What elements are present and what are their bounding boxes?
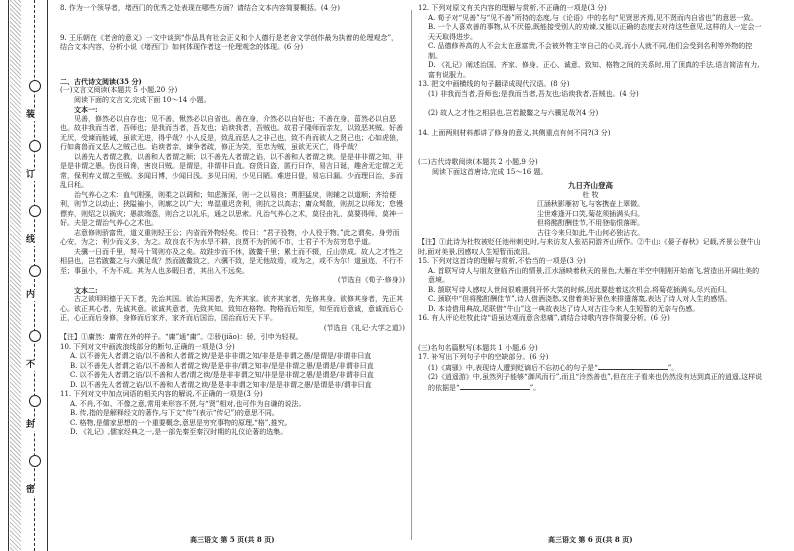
fill-blank-prompt: (2)《逍遥游》中,虽然列子能够“御风而行”,而且“泠然善也”,但在庄子看来也仍然没有达到真正的逍遥,这样说的依据是“ — [428, 373, 763, 392]
option: B. 传,指的是解释经文的著作,与下文“传”(表示“传记”)的意思不同。 — [70, 409, 279, 417]
passage-paragraph: 治气养心之术：血气刚强，则柔之以调和；知虑渐深，则一之以易良；勇胆猛戾，则辅之以道顺；齐给便利，则节之以动止；狭隘褊小，则廓之以广大；卑湿重迟贪利，则抗之以高志；庸众驽散，则刦之以师友；怠慢僄弃，则炤之以祸灾；愚款端悫，则合之以礼乐，通之以思索。凡治气养心之术，莫径由礼，莫要得师，莫神一好。夫是之谓治气养心之术也。 — [60, 190, 403, 227]
margin-label: 订 — [26, 170, 36, 180]
binding-hole-icon — [29, 205, 41, 217]
margin-label: 不 — [26, 360, 36, 370]
subsection-title: (一)文言文阅读(本题共 5 小题,20 分) — [60, 86, 178, 94]
page-divider — [411, 10, 412, 540]
margin-label: 线 — [26, 235, 36, 245]
option: B. 一个人喜欢善的事物,从不厌倦,既能接受别人的劝谏,又能以正确的态度去对待这些意见,这样的人一定会一天天取得进步。 — [428, 23, 762, 41]
binding-hole-icon — [29, 265, 41, 277]
answer-blank[interactable] — [460, 383, 530, 390]
reading-instruction: 阅读下面这首唐诗,完成 15～16 题。 — [432, 167, 548, 176]
option: B. 颔联写诗人感叹人世间很难遇到开怀大笑的时候,因此要趁着这次机会,将菊花插满头,尽兴而归。 — [428, 285, 732, 294]
question-11: 11. 下列对文中加点词语的相关内容的解说,不正确的一项是(3 分) — [60, 390, 263, 398]
reading-instruction: 阅读下面的文言文,完成下面 10～14 小题。 — [74, 95, 211, 104]
question-9: 9. 王乐朝在《老舍的意义》一文中谈到“作品具有社会正义和个人德行是老舍文学创作最为执着的伦理观念”，结合文本内容，分析小说《堵西门》如何体现作者这一伦理观念的体现。(6 分) — [60, 33, 399, 51]
option: A. 荀子对“见善”与“见不善”所持的态度,与《论语》中的名句“见贤思齐焉,见不贤而内自省也”的意思一致。 — [428, 13, 758, 22]
question-12: 12. 下列对原文有关内容的理解与赏析,不正确的一项是(3 分) — [418, 4, 607, 12]
poem-line: 江涵秋影雁初飞,与客携壶上翠微。 — [536, 200, 645, 208]
binding-hole-icon — [29, 395, 41, 407]
annotation-note: 【注】①庸然：庸常在外的样子。“庸”通“庸”。②骄(jiāo)：骄，引申为轻视。 — [60, 333, 303, 341]
option: C. 格物,是儒家思想的一个重要概念,意思是穷究事物的原理,“格”,推究。 — [70, 418, 292, 427]
binding-hole-icon — [29, 140, 41, 152]
margin-label: 密 — [26, 485, 36, 495]
option: D. 本诗借用典故,尾联借“牛山”这一典故表达了诗人对古往今来人生短暂的无奈与伤感。 — [428, 304, 700, 313]
page-5 — [60, 4, 405, 438]
annotation-note: 【注】①此诗为杜牧被贬任池州刺史时,与来访友人张祜同游齐山所作。②牛山:《晏子春秋》记载,齐景公登牛山时,面对美景,因感叹人生短暂而流泪。 — [418, 238, 761, 256]
poem-line: 尘世难逢开口笑,菊花须插满头归。 — [536, 209, 645, 218]
binding-margin — [8, 0, 48, 551]
question-8: 8. 作为一个领导者，堵西门的优秀之处表现在哪些方面？请结合文本内容简要概括。(4 分) — [60, 4, 341, 12]
passage-paragraph: 古之欲明明德于天下者，先治其国。欲治其国者，先齐其家。欲齐其家者，先修其身。欲修其身者，先正其心。欲正其心者，先诚其意。欲诚其意者，先致其知。致知在格物。物格而后知至，知至而后意诚，意诚而后心正，心正而后身修，身修而后家齐，家齐而后国治，国治而后天下平。 — [60, 295, 403, 322]
poem-author: 杜 牧 — [582, 190, 599, 199]
option: D. 《礼记》阐述治国、齐家、修身、正心、诚意、致知、格物之间的关系时,用了顶真的手法,语言简洁有力,富有说服力。 — [428, 61, 760, 79]
subsection-title: (三)名句名篇默写(本题共 1 小题,6 分) — [418, 343, 538, 352]
passage-paragraph: 夫骥一日而千里，驽马十驾则亦及之矣。故跬步而不休，跛鳖千里；累土而不辍，丘山崇成。故人之才性之相县也，岂若跛鳖之与六骥足哉？然而跛鳖致之，六骥不致，是无他故焉，或为之，或不为尔！道虽迩，不行不至；事虽小，不为不成。其为人也多暇日者，其出入不远矣。 — [60, 247, 403, 275]
fill-blank-prompt: (1)《离骚》中,表现诗人遭到贬谪后不忘初心的句子是“ — [428, 363, 598, 372]
option: C. 以不善先人者谓之谄/以不善和人者/谓之谀/是是非非谓之知/非是是非谓之愚/是谓是/非谓非曰直 — [70, 371, 374, 379]
fill-blank-close: ”。 — [529, 383, 541, 392]
fill-blank-item — [418, 373, 763, 393]
passage-title: 文本一: — [74, 105, 98, 114]
translation-item: (1) 非我而当者,吾师也;是我而当者,吾友也;谄谀我者,吾贼也。(4 分) — [428, 89, 639, 98]
option: B. 以不善先人者谓之谄/以不善和人者谓之谀/是是非非/谓之知非/是是非谓之愚/是谓是/非谓非曰直 — [70, 361, 374, 370]
page-footer: 高三语文 第 6 页(共 8 页) — [548, 535, 633, 544]
question-10: 10. 下列对文中画波浪线部分的断句,正确的一项是(3 分) — [60, 342, 235, 351]
option: C. 颈联中“但将酩酊酬佳节”,诗人借酒浇愁,又借着美好景色来排遣落寞,表达了诗人对人生的感悟。 — [428, 295, 732, 303]
option: A. 不肖,不如、不像之意,常用来形容不贤,与“贤”相对,也可作为自谦的说法。 — [70, 399, 306, 408]
passage-source: (节选自《礼记·大学之道》) — [323, 323, 405, 332]
poem-title: 九日齐山登高 — [568, 181, 613, 190]
passage-paragraph: 见善，修然必以自存也；见不善，愀然必以自省也。善在身，介然必以自好也；不善在身，菑然必以自恶也。故非我而当者，吾师也；是我而当者，吾友也；谄谀我者，吾贼也。故君子隆师而亲友，以致恶其贼。好善无厌，受谏而能诫，虽欲无进，得乎哉？小人反是，致乱而恶人之非己也，致不肖而欲人之贤己也；心如虎狼，行如禽兽而又恶人之贼己也。谄谀者亲，谏争者疏，修正为笑，至忠为贼，虽欲无灭亡，得乎哉？ — [60, 114, 403, 151]
option: D. 《礼记》,儒家经典之一,是一部先秦至秦汉时期的礼仪论著的选集。 — [70, 428, 288, 436]
fill-blank-item — [418, 363, 763, 374]
binding-hole-icon — [29, 330, 41, 342]
binding-hole-icon — [29, 80, 41, 92]
passage-title: 文本二: — [74, 285, 98, 295]
section-title: 二、古代诗文阅读(35 分) — [60, 76, 142, 86]
passage-paragraph: 志意修则骄富贵，道义重则轻王公；内省而外物轻矣。传曰：“君子役物，小人役于物。”此之谓矣。身劳而心安，为之；利少而义多，为之。故良农不为水旱不耕，良贾不为折阅不市，士君子不为贫穷怠乎道。 — [60, 228, 400, 246]
question-17: 17. 补写出下列句子中的空缺部分。(6 分) — [418, 353, 549, 361]
margin-label: 装 — [26, 110, 36, 120]
passage-source: (节选自《荀子·修身》) — [337, 276, 405, 284]
question-13: 13. 把文中画横线的句子翻译成现代汉语。(8 分) — [418, 80, 570, 88]
page-6 — [418, 4, 763, 393]
option: D. 以不善先人者谓之谄/以不善和人者谓之谀/是是非非谓之知非/是是非谓之愚/是谓是非/谓非曰直 — [70, 380, 372, 389]
margin-label: 内 — [26, 290, 36, 300]
question-15: 15. 下列对这首诗的理解与赏析,不恰当的一项是(3 分) — [418, 257, 586, 265]
answer-blank[interactable] — [598, 363, 668, 370]
poem-line: 古往今来只如此,牛山何必独沾衣。 — [536, 228, 645, 237]
option: A. 首联写诗人与朋友登临齐山的情景,江水涵映着秋天的景色,大雁在半空中刚刚开始南飞,营造出开阔壮美的意境。 — [428, 266, 760, 284]
binding-hole-icon — [29, 455, 41, 467]
fill-blank-close: ”。 — [667, 363, 679, 372]
margin-label: 封 — [26, 420, 36, 430]
question-16: 16. 有人评论杜牧此诗“语虽达观而意含悲痛”,请结合诗歌内容作简要分析。(6 分) — [418, 314, 670, 322]
translation-item: (2) 故人之才性之相县也,岂若跛鳖之与六骥足哉?(4 分) — [428, 109, 599, 117]
page-footer: 高三语文 第 5 页(共 8 页) — [190, 535, 275, 544]
option: C. 品德修养高的人不会太在意富贵,不会被外物主宰自己的心灵,而小人就不同,他们会受到名利等外物的控制。 — [428, 42, 753, 60]
hatch-pattern — [10, 0, 21, 551]
question-14: 14. 上面两则材料都讲了修身的意义,其侧重点有何不同?(3 分) — [418, 128, 611, 137]
option: A. 以不善先人者谓之谄/以不善和人者谓之谀/是是非非谓之知/非是是非谓之愚/是谓是/非谓非曰直 — [70, 352, 372, 360]
subsection-title: (二)古代诗歌阅读(本题共 2 小题,9 分) — [418, 158, 538, 166]
passage-paragraph: 以善先人者谓之教，以善和人者谓之顺；以不善先人者谓之谄，以不善和人者谓之谀。是是非非谓之知，非是是非谓之愚。伤良曰谗，害良曰贼。是谓是，非谓非曰直。窃货曰盗，匿行曰诈，易言曰诞，趣舍无定谓之无常，保利弃义谓之至贼。多闻曰博，少闻曰浅。多见曰闲，少见曰陋。难进曰偍，易忘曰漏。少而理曰治，多而乱曰秏。 — [60, 152, 403, 189]
poem-line: 但将酩酊酬佳节,不用登临恨落晖。 — [536, 219, 645, 227]
